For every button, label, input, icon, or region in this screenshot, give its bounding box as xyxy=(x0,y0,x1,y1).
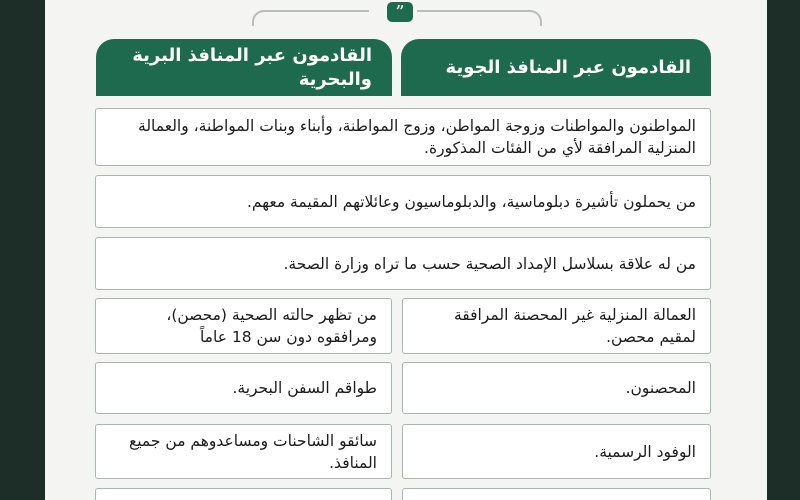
quote-icon: ” xyxy=(387,2,413,22)
land-row-ship-crews: طواقم السفن البحرية. xyxy=(95,362,392,414)
wide-row-citizens: المواطنون والمواطنات وزوجة المواطن، وزوج المواطنة، وأبناء وبنات المواطنة، والعمالة المنزلية المرافقة لأي من الفئات المذكورة. xyxy=(95,108,711,166)
air-row-vaccinated: المحصنون. xyxy=(402,362,711,414)
info-panel xyxy=(45,0,767,500)
header-air-ports: القادمون عبر المنافذ الجوية xyxy=(401,39,711,96)
air-row-domestic-workers: العمالة المنزلية غير المحصنة المرافقة لمقيم محصن. xyxy=(402,298,711,354)
decor-line-right xyxy=(417,10,542,26)
wide-row-diplomats: من يحملون تأشيرة دبلوماسية، والدبلوماسيون وعائلاتهم المقيمة معهم. xyxy=(95,175,711,228)
wide-row-health-supply: من له علاقة بسلاسل الإمداد الصحية حسب ما تراه وزارة الصحة. xyxy=(95,237,711,290)
air-row-official-delegations: الوفود الرسمية. xyxy=(402,424,711,479)
land-row-cutoff xyxy=(95,488,392,500)
decor-line-left xyxy=(252,10,369,26)
land-row-vaccinated-status: من تظهر حالته الصحية (محصن)، ومرافقوه دون سن 18 عاماً xyxy=(95,298,392,354)
header-land-sea-ports: القادمون عبر المنافذ البرية والبحرية xyxy=(96,39,392,96)
land-row-truck-drivers: سائقو الشاحنات ومساعدوهم من جميع المنافذ. xyxy=(95,424,392,479)
air-row-cutoff xyxy=(402,488,711,500)
